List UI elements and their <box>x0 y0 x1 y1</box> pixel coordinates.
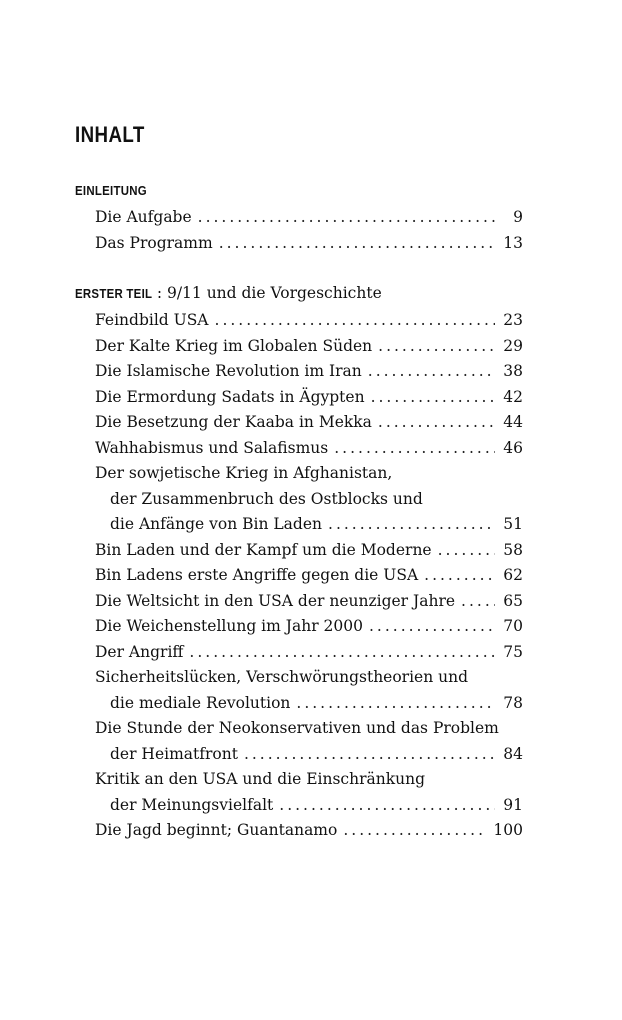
page-number: 78 <box>503 693 523 712</box>
toc-entry[interactable] <box>75 385 523 411</box>
entry-title: Die Jagd beginnt; Guantanamo <box>95 821 338 839</box>
section-erster-teil <box>75 283 523 844</box>
dot-leader <box>378 410 495 436</box>
toc-entry[interactable] <box>75 640 523 666</box>
entry-title: Wahhabismus und Salafismus <box>95 438 329 457</box>
entry-title: Der Angriff <box>95 642 184 661</box>
toc-entry[interactable] <box>75 563 523 589</box>
page-number: 58 <box>503 540 523 559</box>
toc-entry[interactable] <box>75 614 523 640</box>
page-number: 13 <box>503 233 523 252</box>
dot-leader <box>219 231 495 257</box>
page-number: 70 <box>503 617 523 635</box>
entry-title: Die Weltsicht in den USA der neunziger Jahre <box>95 591 456 610</box>
entry-title-continued: der Heimatfront <box>110 744 238 763</box>
entry-title: Die Weichenstellung im Jahr 2000 <box>95 617 363 635</box>
dot-leader <box>461 589 495 615</box>
page-number: 9 <box>513 208 523 226</box>
page-number: 62 <box>503 566 523 584</box>
toc-entry[interactable] <box>75 716 523 767</box>
section-label: EINLEITUNG <box>75 183 147 198</box>
dot-leader <box>378 334 495 360</box>
page-number: 23 <box>503 311 523 329</box>
toc-title: INHALT <box>75 122 145 147</box>
toc-entry[interactable] <box>75 665 523 716</box>
dot-leader <box>343 818 487 844</box>
dot-leader <box>371 385 495 411</box>
section-subtitle: : 9/11 und die Vorgeschichte <box>156 284 382 302</box>
page-number: 84 <box>503 744 523 763</box>
dot-leader <box>198 205 495 231</box>
page-number: 29 <box>503 336 523 355</box>
entry-title: Sicherheitslücken, Verschwörungstheorien und <box>95 668 469 686</box>
toc-entry[interactable] <box>75 818 523 844</box>
page-number: 65 <box>503 591 523 610</box>
page-number: 42 <box>503 387 523 406</box>
entry-title: Das Programm <box>95 233 213 252</box>
entry-title: Die Ermordung Sadats in Ägypten <box>95 387 365 406</box>
entry-title-continued: der Meinungsvielfalt <box>110 795 274 814</box>
dot-leader <box>244 742 495 768</box>
dot-leader <box>368 359 495 385</box>
entry-title: Die Aufgabe <box>95 208 192 226</box>
section-heading <box>75 180 523 200</box>
dot-leader <box>369 614 495 640</box>
dot-leader <box>296 691 495 717</box>
entry-title-continued: der Zusammenbruch des Ostblocks und <box>110 489 423 508</box>
entry-title: Die Islamische Revolution im Iran <box>95 362 362 380</box>
entry-title: Der Kalte Krieg im Globalen Süden <box>95 336 373 355</box>
entry-title: Bin Ladens erste Angriffe gegen die USA <box>95 566 419 584</box>
entry-title-continued: die mediale Revolution <box>110 693 291 712</box>
dot-leader <box>424 563 495 589</box>
dot-leader <box>279 793 495 819</box>
section-heading <box>75 283 523 303</box>
entry-title: Der sowjetische Krieg in Afghanistan, <box>95 464 393 482</box>
toc-entry[interactable] <box>75 359 523 385</box>
entry-title: Kritik an den USA und die Einschränkung <box>95 770 425 788</box>
page-number: 75 <box>503 642 523 661</box>
page-number: 38 <box>503 362 523 380</box>
page-number: 100 <box>493 821 523 839</box>
section-label: ERSTER TEIL <box>75 286 153 301</box>
toc-entry[interactable] <box>75 308 523 334</box>
toc-entry[interactable] <box>75 538 523 564</box>
toc-entry[interactable] <box>75 767 523 818</box>
toc-entry[interactable] <box>75 205 523 231</box>
entry-title: Die Besetzung der Kaaba in Mekka <box>95 413 372 431</box>
dot-leader <box>334 436 495 462</box>
page-number: 51 <box>503 515 523 533</box>
dot-leader <box>328 512 495 538</box>
dot-leader <box>215 308 495 334</box>
toc-entry[interactable] <box>75 231 523 257</box>
toc-entry[interactable] <box>75 334 523 360</box>
dot-leader <box>438 538 495 564</box>
entry-title: Bin Laden und der Kampf um die Moderne <box>95 540 432 559</box>
toc-entry[interactable] <box>75 436 523 462</box>
dot-leader <box>189 640 495 666</box>
toc-entry[interactable] <box>75 410 523 436</box>
page-number: 91 <box>503 795 523 814</box>
toc-entry[interactable] <box>75 589 523 615</box>
entry-title: Die Stunde der Neokonservativen und das Problem <box>95 719 499 737</box>
entry-title-continued: die Anfänge von Bin Laden <box>110 515 323 533</box>
section-einleitung <box>75 180 523 256</box>
toc-entry[interactable] <box>75 461 523 538</box>
page-number: 46 <box>503 438 523 457</box>
entry-title: Feindbild USA <box>95 311 209 329</box>
page-number: 44 <box>503 413 523 431</box>
